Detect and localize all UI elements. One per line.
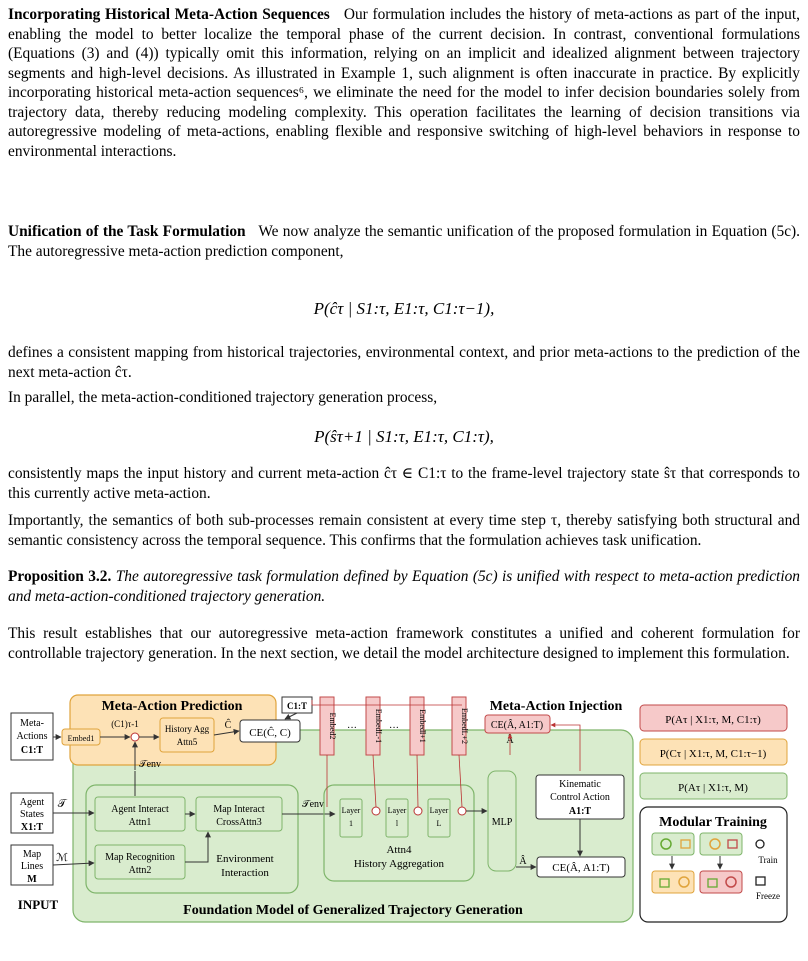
map-lines-label-3: M xyxy=(27,874,37,885)
kinematic-label-3: A1:T xyxy=(568,806,592,817)
layer-1-index: 1 xyxy=(349,819,353,828)
dots-1: ··· xyxy=(347,723,357,734)
paragraph-parallel: In parallel, the meta-action-conditioned trajectory generation process, xyxy=(8,389,438,406)
ce-a-bottom-label: CE(Â, A1:T) xyxy=(552,862,610,874)
paragraph-consistent-maps: consistently maps the input history and current meta-action ĉτ ∈ C1:τ to the frame-level trajectory state ŝτ that corresponds to this currently active meta-action. xyxy=(8,465,800,502)
paragraph-importantly: Importantly, the semantics of both sub-processes remain consistent at every time step τ, thereby satisfying both structural and semantic consistency across the temporal sequence. This confirms that the formulation achieves task unification. xyxy=(8,512,800,549)
paragraph-historical-meta-actions xyxy=(8,5,800,161)
a-hat-bottom-label: Â xyxy=(519,856,527,867)
c-hat-label: Ĉ xyxy=(224,720,232,731)
layer-l xyxy=(386,799,408,837)
train-label: Train xyxy=(758,855,778,865)
agent-states-label-2: States xyxy=(20,809,44,820)
history-agg-label-2: Attn5 xyxy=(176,737,198,747)
layer-L xyxy=(428,799,450,837)
meta-action-injection-label: Meta-Action Injection xyxy=(489,699,623,714)
embed-column-l-1 xyxy=(366,697,383,755)
legend-label-1: P(Aτ | X1:τ, M, C1:τ) xyxy=(665,714,761,726)
embed-column-2 xyxy=(320,697,337,755)
dots-2: ··· xyxy=(389,723,399,734)
modular-training-label: Modular Training xyxy=(659,815,767,830)
embed1-label: Embed1 xyxy=(67,734,95,743)
foundation-model-label: Foundation Model of Generalized Trajectory Generation xyxy=(183,903,523,918)
freeze-label: Freeze xyxy=(756,891,780,901)
embed-l+2-label: EmbedL+2 xyxy=(460,707,469,745)
tau-env-mid-label: 𝒯env xyxy=(301,799,325,810)
proposition-statement: The autoregressive task formulation defined by Equation (5c) is unified with respect to meta-action prediction and meta-action-conditioned trajectory generation. xyxy=(8,568,800,605)
ce-a-top-label: CE(Â, A1:T) xyxy=(490,720,544,731)
paragraph-title: Unification of the Task Formulation xyxy=(8,223,246,240)
paragraph-body: We now analyze the semantic unification of the proposed formulation in Equation (5c). The autoregressive meta-action prediction component, xyxy=(8,223,801,260)
tau-env-top-label: 𝒯env xyxy=(138,759,162,770)
layer-1 xyxy=(340,799,362,837)
architecture-figure xyxy=(0,575,808,961)
env-interaction-label-2: Interaction xyxy=(221,867,269,879)
agent-states-label-3: X1:T xyxy=(20,822,44,833)
add-node xyxy=(414,807,422,815)
embed2-label: Embed2 xyxy=(328,712,337,740)
paragraph-mapping: defines a consistent mapping from historical trajectories, environmental context, and prior meta-actions to the prediction of the next meta-action ĉτ. xyxy=(8,344,800,381)
map-lines-label-2: Lines xyxy=(20,861,44,872)
agent-interact-label-1: Agent Interact xyxy=(111,804,169,815)
layer-l-label: Layer xyxy=(387,806,407,815)
legend-label-3: P(Aτ | X1:τ, M) xyxy=(678,782,748,794)
embed-l-1-label: EmbedL-1 xyxy=(374,708,383,744)
map-lines-label-1: Map xyxy=(22,849,42,860)
meta-actions-label-1: Meta- xyxy=(20,718,44,729)
layer-L-index: L xyxy=(436,819,442,828)
attn4-label-1: Attn4 xyxy=(386,844,412,856)
env-interaction-label-1: Environment xyxy=(216,853,274,865)
meta-actions-label-3: C1:T xyxy=(20,745,44,756)
legend-label-2: P(Cτ | X1:τ, M, C1:τ−1) xyxy=(659,748,767,760)
tau-label: 𝒯 xyxy=(57,798,67,810)
agent-states-label-1: Agent xyxy=(19,797,45,808)
layer-l-index: l xyxy=(395,819,399,828)
kinematic-label-1: Kinematic xyxy=(559,779,601,790)
history-agg-label-1: History Agg xyxy=(164,724,210,734)
embed-column-l+2 xyxy=(452,697,469,755)
add-node xyxy=(131,733,139,741)
add-node xyxy=(458,807,466,815)
equation-trajectory-generation: P(ŝτ+1 | S1:τ, E1:τ, C1:τ), xyxy=(314,427,494,446)
paragraph-unification xyxy=(8,222,800,261)
map-recognition-label-2: Attn2 xyxy=(128,865,152,876)
map-interact-label-1: Map Interact xyxy=(213,804,265,815)
m-label: ℳ xyxy=(56,852,68,864)
equation-meta-action-prediction: P(ĉτ | S1:τ, E1:τ, C1:τ−1), xyxy=(313,299,495,318)
mlp-label: MLP xyxy=(491,817,513,828)
embed-column-l+1 xyxy=(410,697,427,755)
map-interact-label-2: CrossAttn3 xyxy=(216,817,262,828)
map-recognition-label-1: Map Recognition xyxy=(105,852,175,863)
layer-1-label: Layer xyxy=(341,806,361,815)
layer-L-label: Layer xyxy=(429,806,449,815)
agent-interact-label-2: Attn1 xyxy=(128,817,152,828)
meta-action-prediction-label: Meta-Action Prediction xyxy=(101,699,243,714)
embed-l+1-label: Embedl+1 xyxy=(418,709,427,743)
c1t-label: C1:T xyxy=(287,701,307,711)
ce-c-label: CE(Ĉ, C) xyxy=(249,727,291,739)
meta-actions-label-2: Actions xyxy=(16,731,48,742)
paragraph-title: Incorporating Historical Meta-Action Sequences xyxy=(8,6,330,23)
c1-label: (C1)τ-1 xyxy=(111,719,139,729)
input-label: INPUT xyxy=(17,897,59,912)
paragraph-result: This result establishes that our autoregressive meta-action framework constitutes a unified and coherent formulation for controllable trajectory generation. In the next section, we detail the model architecture designed to implement this formulation. xyxy=(8,625,800,662)
a-hat-top-label: Â xyxy=(506,735,514,746)
attn4-label-2: History Aggregation xyxy=(353,858,445,870)
add-node xyxy=(372,807,380,815)
proposition-label: Proposition 3.2. xyxy=(8,568,112,585)
paragraph-body: Our formulation includes the history of meta-actions as part of the input, enabling the model to better localize the temporal phase of the current decision. In contrast, conventional formulations (Equations (3) and (4)) typically omit this information, relying on an implicit and idealized alignment between trajectory segments and high-level decisions. As illustrated in Example 1, such alignment is often inaccurate in practice. By explicitly incorporating historical meta-action sequences⁶, we eliminate the need for the model to infer decision boundaries solely from trajectory data, thereby reducing modeling complexity. This operation facilitates the learning of decision transitions via autoregressive modeling of meta-actions, enabling flexible and responsive switching of high-level behaviors in response to environmental interactions. xyxy=(8,6,800,160)
kinematic-label-2: Control Action xyxy=(550,792,610,803)
